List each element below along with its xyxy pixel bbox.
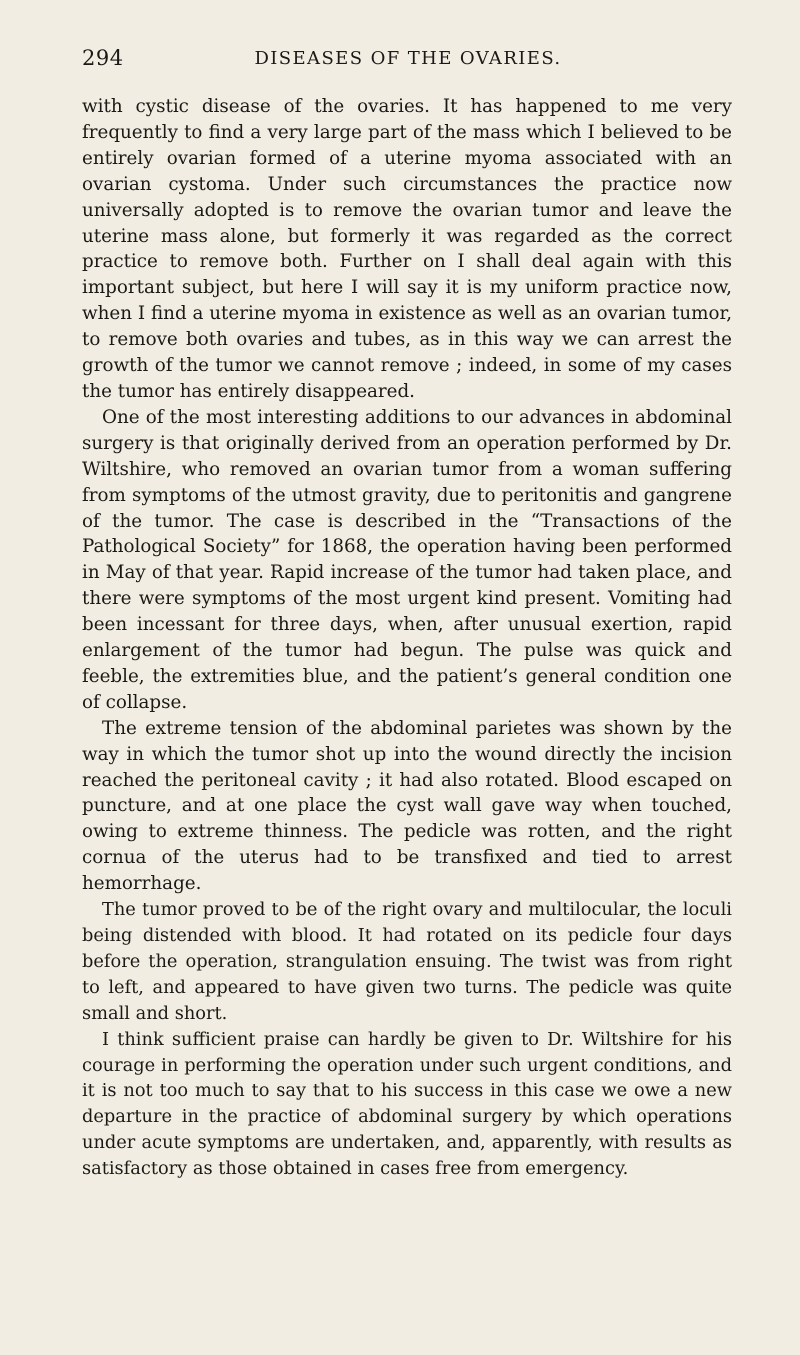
running-head bbox=[82, 46, 734, 76]
paragraph: The tumor proved to be of the right ovary and multilocular, the loculi being distended with blood. It had rotated on its pedicle four days before the operation, strangulation ensuing. The twist was from right to left, and appeared to have given two turns. The pedicle was quite small and short. bbox=[82, 899, 732, 1024]
running-title: DISEASES OF THE OVARIES. bbox=[254, 48, 562, 69]
paragraph: One of the most interesting additions to our advances in abdominal surgery is that originally derived from an operation performed by Dr. Wiltshire, who removed an ovarian tumor from a woman suffering from symptoms of the utmost gravity, due to peritonitis and gangrene of the tumor. The case is described in the “Transactions of the Pathological Society” for 1868, the operation having been performed in May of that year. Rapid increase of the tumor had taken place, and there were symptoms of the most urgent kind present. Vomiting had been incessant for three days, when, after unusual exertion, rapid enlargement of the tumor had begun. The pulse was quick and feeble, the extremities blue, and the patient’s general condition one of collapse. bbox=[82, 406, 732, 713]
body-text bbox=[82, 94, 732, 1182]
paragraph: The extreme tension of the abdominal parietes was shown by the way in which the tumor shot up into the wound directly the incision reached the peritoneal cavity ; it had also rotated. Blood escaped on puncture, and at one place the cyst wall gave way when touched, owing to extreme thinness. The pedicle was rotten, and the right cornua of the uterus had to be transfixed and tied to arrest hemorrhage. bbox=[82, 717, 732, 895]
paragraph: I think sufficient praise can hardly be given to Dr. Wiltshire for his courage in performing the operation under such urgent conditions, and it is not too much to say that to his success in this case we owe a new departure in the practice of abdominal surgery by which operations under acute symptoms are undertaken, and, apparently, with results as satisfactory as those obtained in cases free from emergency. bbox=[82, 1028, 732, 1180]
page-number: 294 bbox=[82, 46, 124, 70]
paragraph-continued: with cystic disease of the ovaries. It has happened to me very frequently to find a very large part of the mass which I believed to be entirely ovarian formed of a uterine myoma associated with an ovarian cystoma. Under such circumstances the practice now universally adopted is to remove the ovarian tumor and leave the uterine mass alone, but formerly it was regarded as the correct practice to remove both. Further on I shall deal again with this important subject, but here I will say it is my uniform practice now, when I find a uterine myoma in existence as well as an ovarian tumor, to remove both ovaries and tubes, as in this way we can arrest the growth of the tumor we cannot remove ; indeed, in some of my cases the tumor has entirely disappeared. bbox=[82, 96, 732, 402]
